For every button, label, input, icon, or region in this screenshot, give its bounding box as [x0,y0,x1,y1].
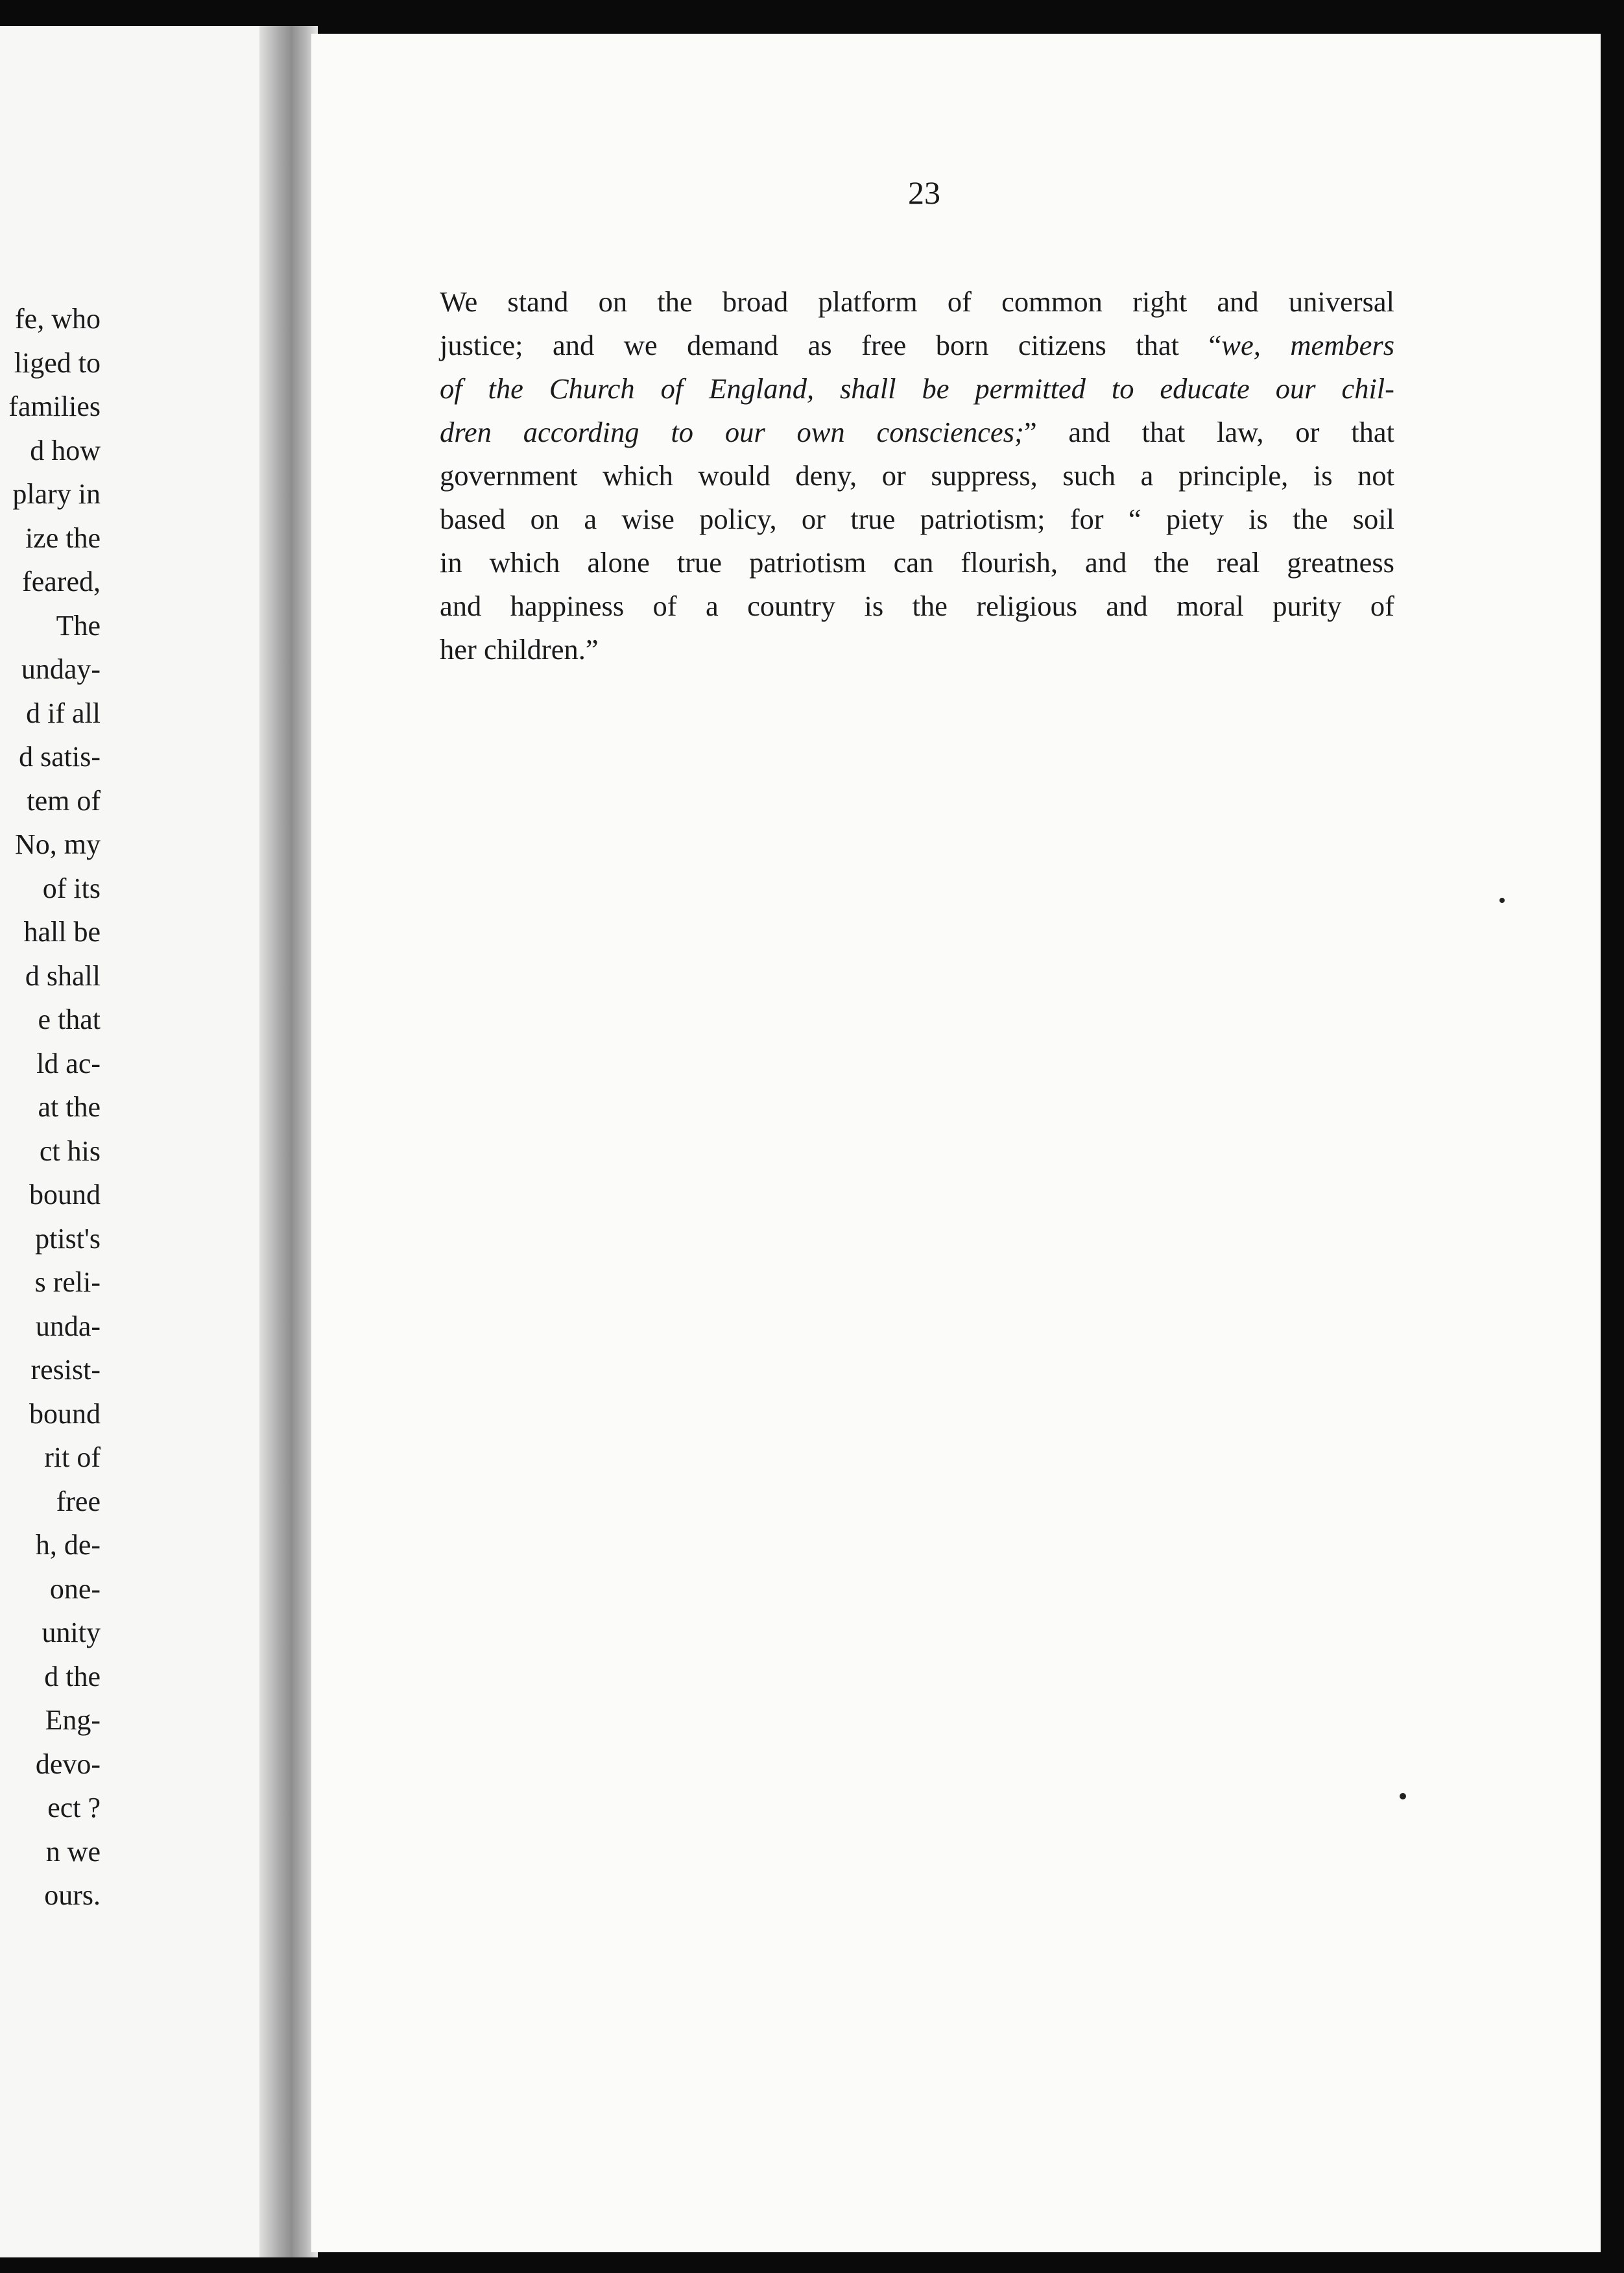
text-line [440,280,1394,324]
left-line: ct his [39,1135,101,1167]
left-line: e that [38,1004,101,1035]
text-run: and happiness of a country is the religious and moral purity of [440,590,1394,622]
left-line: liged to [14,346,101,379]
left-line: families [8,391,101,422]
italic-quote: dren according to our own consciences; [440,416,1024,448]
text-line [440,454,1394,498]
left-line: bound [29,1397,101,1430]
left-line: h, de- [35,1529,101,1561]
left-line: ptist's [35,1222,101,1255]
left-line: free [56,1485,101,1517]
left-line: unda- [35,1310,101,1342]
left-line: The [56,609,101,642]
text-run: based on a wise policy, or true patriotism; for “ piety is the soil [440,503,1394,535]
text-run: in which alone true patriotism can flourish, and the real greatness [440,546,1394,579]
scan-speck [1400,1793,1406,1799]
page-number: 23 [908,174,940,211]
left-line: plary in [12,478,101,510]
text-line [440,367,1394,411]
text-line [440,498,1394,541]
left-facing-page [0,26,259,2257]
left-line: devo- [35,1748,101,1780]
italic-quote: we, members [1221,329,1395,361]
text-run: We stand on the broad platform of common right and universal [440,285,1394,318]
left-line: fe, who [15,303,101,335]
italic-quote: of the Church of England, shall be permitted to educate our chil- [440,372,1394,405]
left-line: unity [42,1617,101,1648]
left-line: resist- [30,1354,101,1386]
text-run: justice; and we demand as free born citizens that “ [440,329,1222,361]
text-line [440,324,1394,367]
left-line: feared, [22,566,101,597]
left-page-text-fragments [0,297,101,1918]
left-line: of its [42,872,101,904]
left-line: d shall [25,959,101,992]
left-line: at the [38,1091,101,1123]
left-line: ld ac- [36,1047,101,1079]
left-line: n we [45,1835,101,1868]
left-line: d the [44,1660,101,1692]
left-line: d satis- [19,741,101,773]
binding-gutter [259,26,318,2257]
text-line [440,411,1394,454]
text-run: ” and that law, or that [1023,416,1394,448]
scan-speck [1499,898,1505,903]
left-line: d if all [26,697,101,729]
left-line: unday- [21,653,101,685]
left-line: d how [30,434,101,466]
left-line: hall be [23,916,101,948]
left-line: No, my [15,828,101,860]
text-run: her children.” [440,633,599,666]
text-run: government which would deny, or suppress, such a principle, is not [440,459,1394,492]
left-line: ours. [44,1879,101,1911]
left-line: ect ? [47,1792,101,1823]
left-line: tem of [27,784,101,817]
left-line: rit of [44,1441,101,1473]
left-line: bound [29,1179,101,1210]
text-line [440,628,1394,671]
left-line: Eng- [45,1704,101,1736]
text-line [440,584,1394,628]
body-paragraph [440,280,1394,671]
left-line: ize the [25,522,101,554]
left-line: s reli- [34,1266,101,1298]
left-line: one- [49,1572,101,1605]
text-line [440,541,1394,584]
